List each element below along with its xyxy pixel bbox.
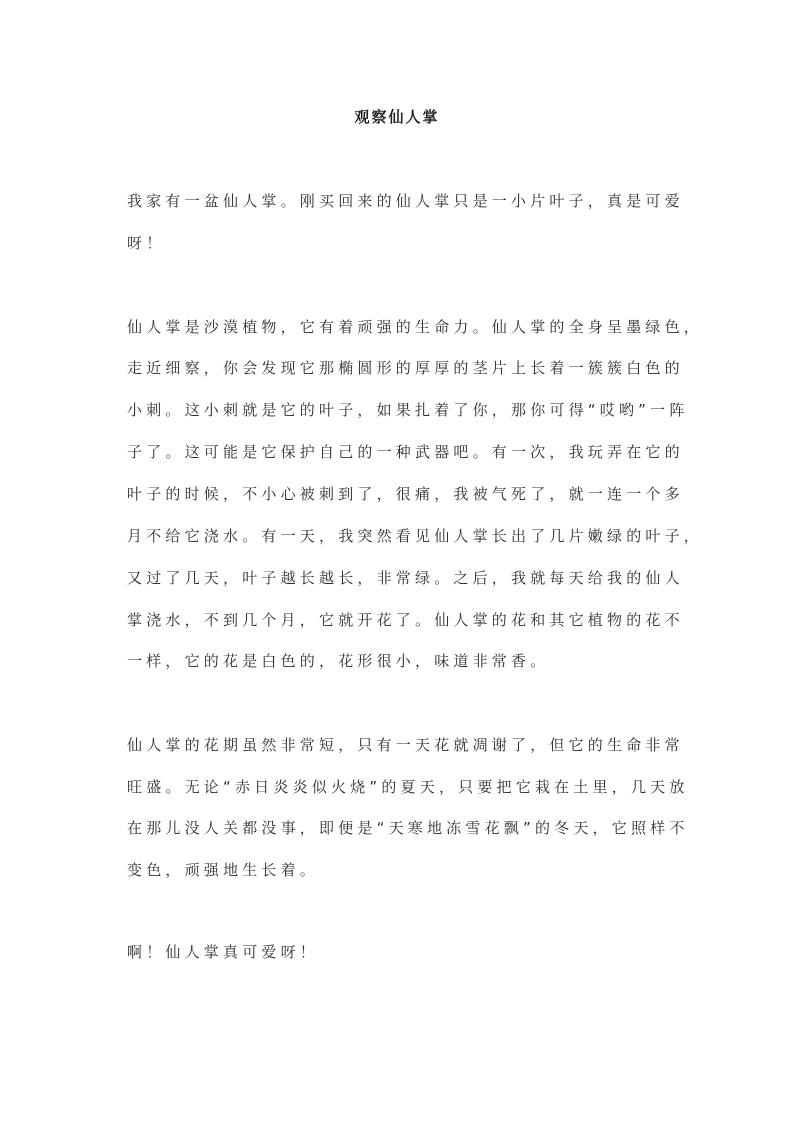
paragraph-2-line-8: 掌浇水，不到几个月，它就开花了。仙人掌的花和其它植物的花不	[127, 611, 684, 629]
paragraph-3-line-3: 在那儿没人关都没事，即便是“天寒地冻雪花飘”的冬天，它照样不	[127, 819, 689, 837]
paragraph-2-line-1: 仙人掌是沙漠植物，它有着顽强的生命力。仙人掌的全身呈墨绿色，	[127, 318, 704, 336]
document-title: 观察仙人掌	[354, 108, 440, 126]
paragraph-2-line-4: 子了。这可能是它保护自己的一种武器吧。有一次，我玩弄在它的	[127, 443, 684, 461]
paragraph-2-line-7: 又过了几天，叶子越长越长，非常绿。之后，我就每天给我的仙人	[127, 569, 684, 587]
paragraph-1-line-1: 我家有一盆仙人掌。刚买回来的仙人掌只是一小片叶子，真是可爱	[127, 192, 684, 210]
paragraph-3-line-2: 旺盛。无论“赤日炎炎似火烧”的夏天，只要把它栽在土里，几天放	[127, 778, 689, 796]
paragraph-2-line-3: 小刺。这小刺就是它的叶子，如果扎着了你，那你可得“哎哟”一阵	[127, 401, 689, 419]
paragraph-3-line-1: 仙人掌的花期虽然非常短，只有一天花就凋谢了，但它的生命非常	[127, 736, 684, 754]
paragraph-3-line-4: 变色，顽强地生长着。	[127, 861, 320, 879]
paragraph-1-line-2: 呀！	[127, 234, 166, 252]
paragraph-2-line-9: 一样，它的花是白色的，花形很小，味道非常香。	[127, 652, 550, 670]
paragraph-2-line-2: 走近细察，你会发现它那椭圆形的厚厚的茎片上长着一簇簇白色的	[127, 359, 684, 377]
paragraph-2-line-5: 叶子的时候，不小心被刺到了，很痛，我被气死了，就一连一个多	[127, 485, 684, 503]
paragraph-4-line-1: 啊！仙人掌真可爱呀！	[127, 943, 320, 961]
paragraph-2-line-6: 月不给它浇水。有一天，我突然看见仙人掌长出了几片嫩绿的叶子，	[127, 527, 704, 545]
